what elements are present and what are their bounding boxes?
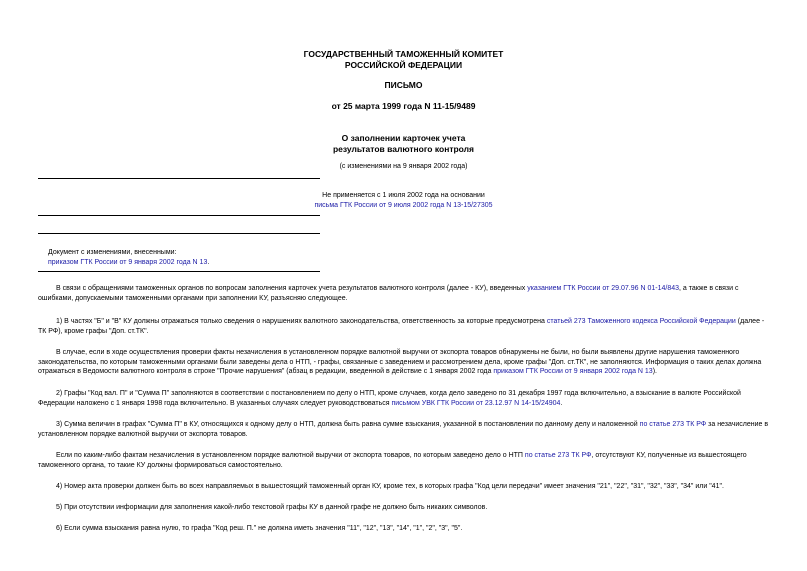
- paragraph-text: , а также в связи с ошибками, допускаемыми таможенными органами при заполнении КУ, разъясняю следующее.: [38, 285, 739, 302]
- divider: [38, 233, 320, 234]
- paragraph-link[interactable]: указанием ГТК России от 29.07.96 N 01-14/843: [527, 285, 679, 292]
- paragraph-1: [38, 317, 770, 336]
- paragraph-text: 3) Сумма величин в графах "Сумма П" в КУ, относящихся к одному делу о НТП, должна быть равна сумме взыскания, указанной в постановлении по данному делу и наложенной: [56, 421, 640, 428]
- paragraph-link[interactable]: статьей 273 Таможенного кодекса Российской Федерации: [546, 318, 736, 325]
- paragraph-5: [38, 451, 770, 470]
- paragraph-text: 5) При отсутствии информации для заполнения какой-либо текстовой графы КУ в данной графе не должно быть никаких символов.: [56, 504, 488, 511]
- document-title-line2: результатов валютного контроля: [332, 144, 475, 154]
- org-name-line2: РОССИЙСКОЙ ФЕДЕРАЦИИ: [344, 60, 463, 70]
- paragraph-link[interactable]: по статье 273 ТК РФ: [524, 452, 592, 459]
- paragraph-text: 4) Номер акта проверки должен быть во всех направляемых в вышестоящий таможенный орган КУ, кроме тех, в которых графа "Код цели передачи" имеет значения "21", "22", "31", "32", "33", "34" или "41".: [56, 483, 724, 490]
- paragraph-4: [38, 420, 770, 439]
- paragraph-3: [38, 389, 770, 408]
- paragraph-intro: [38, 284, 770, 303]
- paragraph-text: Если по каким-либо фактам незачисления в установленном порядке валютной выручки от экспорта товаров, по которым заведено дело о НТП: [56, 452, 525, 459]
- paragraph-text: ).: [652, 368, 657, 375]
- document-date-number: от 25 марта 1999 года N 11-15/9489: [331, 101, 476, 111]
- amended-by-row: [48, 258, 209, 267]
- paragraph-text: .: [560, 399, 563, 407]
- amendments-note: (с изменениями на 9 января 2002 года): [339, 163, 468, 170]
- paragraph-text: 1) В частях "Б" и "В" КУ должны отражаться только сведения о нарушениях валютного законодательства, ответственность за которые предусмотрена: [56, 318, 547, 325]
- divider: [38, 271, 320, 272]
- paragraph-link[interactable]: по статье 273 ТК РФ: [639, 421, 707, 428]
- paragraph-text: В случае, если в ходе осуществления проверки факты незачисления в установленном порядке валютной выручки от экспорта товаров обнаружены не были, но были выявлены другие нарушения таможенного законодательства, по которым таможенными органами были заведены дела о НТП, - графы, связанные с заведением и рассмотрением дела, кроме графы "Доп. ст.ТК", не заполняются. Информация о таких делах должна отражаться в Ведомости валютного контроля в строке "Прочие нарушения" (абзац в редакции, введенной в действие с 1 января 2002 года: [38, 349, 762, 375]
- amended-by-tail: .: [207, 259, 210, 266]
- paragraph-7: [38, 503, 770, 513]
- paragraph-link[interactable]: приказом ГТК России от 9 января 2002 года N 13: [493, 368, 653, 375]
- org-name-line1: ГОСУДАРСТВЕННЫЙ ТАМОЖЕННЫЙ КОМИТЕТ: [303, 49, 504, 59]
- paragraph-text: 2) Графы "Код вал. П" и "Сумма П" заполняются в соответствии с постановлением по делу о НТП, кроме случаев, когда дело заведено по 31 декабря 1997 года включительно, а взыскание в валюте Российской Федерации наложено с 1 января 1998 года включительно. В указанных случаях следует руководствоваться: [38, 390, 741, 407]
- paragraph-text: , отсутствуют КУ, полученные из вышестоящего таможенного органа, то такие КУ должны формироваться самостоятельно.: [38, 452, 747, 469]
- document-type: ПИСЬМО: [384, 80, 423, 90]
- amended-by-link[interactable]: приказом ГТК России от 9 января 2002 года N 13: [48, 259, 208, 266]
- paragraph-text: (далее - ТК РФ), кроме графы "Доп. ст.ТК".: [38, 318, 765, 335]
- paragraph-text: 6) Если сумма взыскания равна нулю, то графа "Код реш. П." не должна иметь значения "11", "12", "13", "14", "1", "2", "3", "5".: [56, 525, 463, 532]
- amended-by-label: Документ с изменениями, внесенными:: [48, 249, 177, 256]
- paragraph-text: В связи с обращениями таможенных органов по вопросам заполнения карточек учета результатов валютного контроля (далее - КУ), введенных: [56, 285, 528, 292]
- paragraph-6: [38, 482, 770, 492]
- divider: [38, 215, 320, 216]
- paragraph-link[interactable]: письмом УВК ГТК России от 23.12.97 N 14-15/24904: [391, 399, 561, 407]
- paragraph-2: [38, 348, 770, 377]
- divider: [38, 178, 320, 179]
- status-link[interactable]: письма ГТК России от 9 июля 2002 года N 13-15/27305: [314, 202, 493, 209]
- status-note: Не применяется с 1 июля 2002 года на основании: [322, 192, 485, 199]
- document-title-line1: О заполнении карточек учета: [341, 133, 466, 143]
- paragraph-8: [38, 524, 770, 534]
- paragraph-text: за незачисление в установленном порядке валютной выручки от экспорта товаров.: [38, 421, 769, 438]
